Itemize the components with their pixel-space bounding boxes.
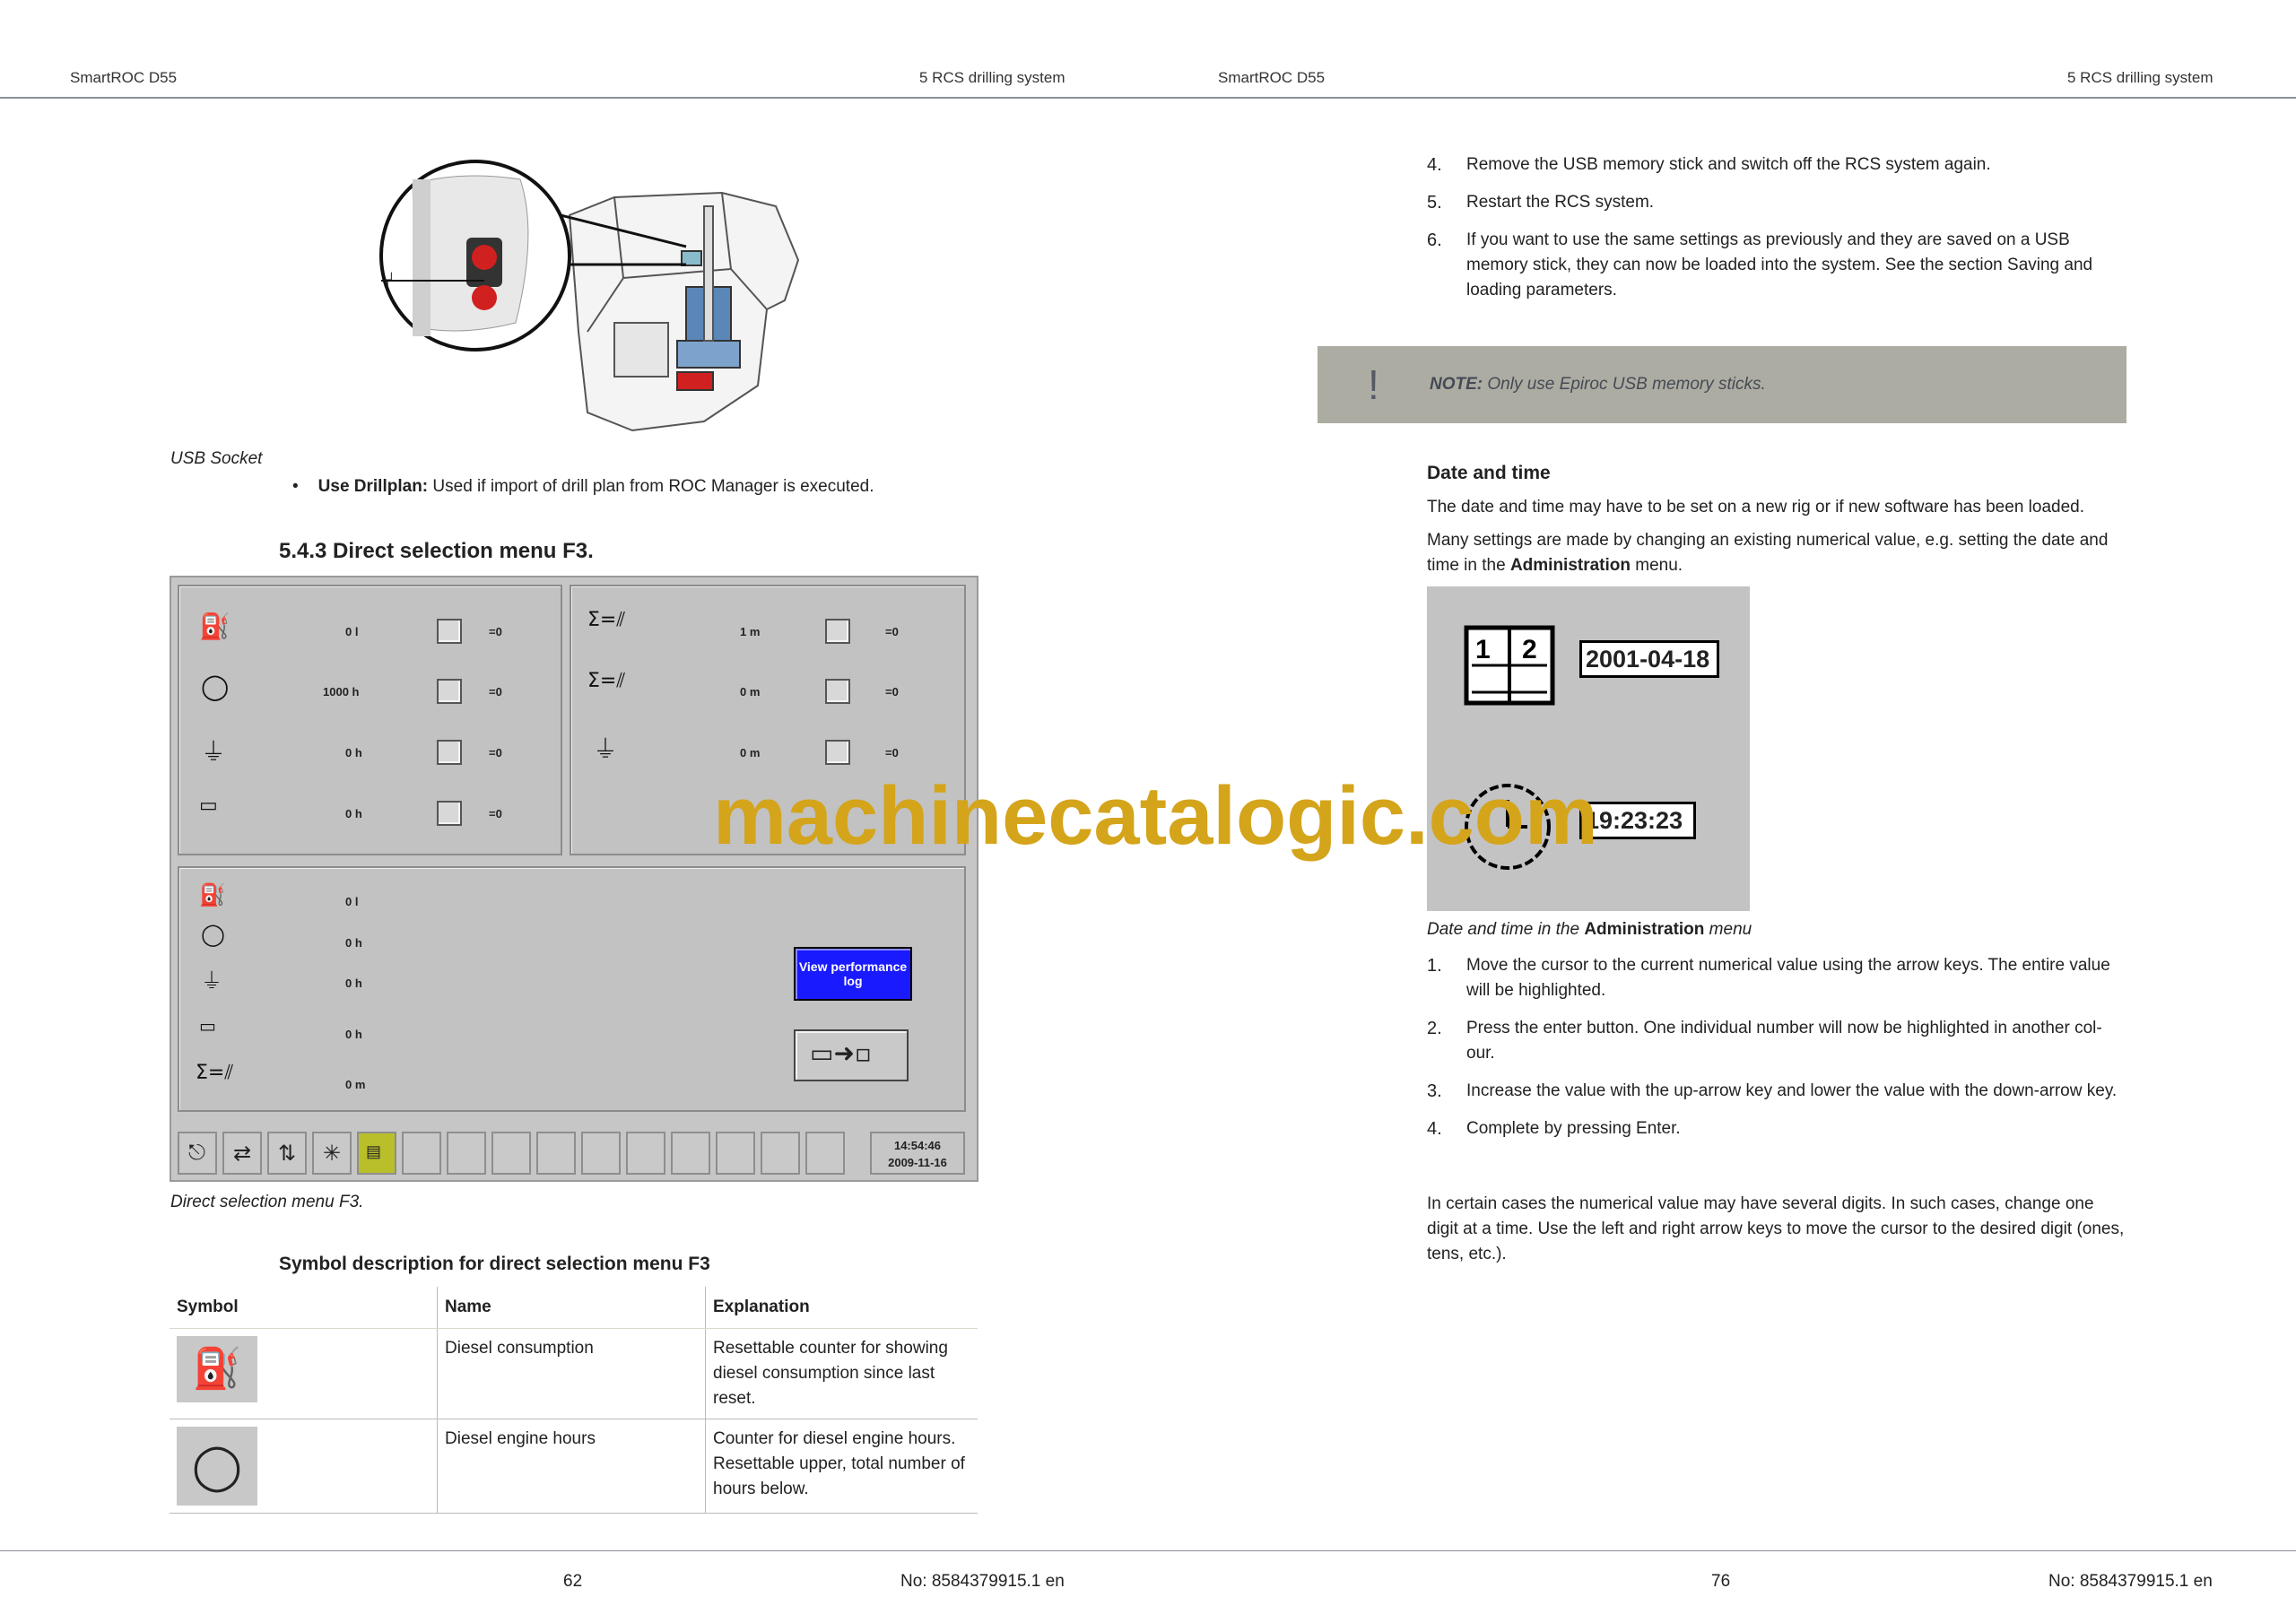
light-icon: ✳ xyxy=(323,1141,342,1166)
step-text: Complete by pressing Enter. xyxy=(1466,1119,1681,1138)
list-item xyxy=(1427,953,2126,1003)
clock-time: 14:54:46 xyxy=(893,1139,942,1152)
list-item xyxy=(1427,1116,2126,1141)
calendar-icon xyxy=(1463,622,1556,708)
usb-socket-illustration xyxy=(345,152,812,439)
reset-label: =0 xyxy=(489,625,502,638)
step-number: 6. xyxy=(1427,230,1442,250)
step-text: Press the enter button. One individual number will now be highlighted in another col-our. xyxy=(1466,1019,2102,1063)
step-text: Remove the USB memory stick and switch off the RCS system again. xyxy=(1466,155,1991,174)
header-rule xyxy=(0,97,2296,99)
bullet-text: Used if import of drill plan from ROC Manager is executed. xyxy=(428,477,874,496)
step-number: 4. xyxy=(1427,155,1442,175)
panel-resettable-counters xyxy=(178,585,562,855)
lock-icon: ⎋ xyxy=(188,1141,205,1165)
date-time-para1: The date and time may have to be set on a new rig or if new software has been loaded. xyxy=(1427,498,2084,516)
right-page-number: 76 xyxy=(1711,1572,1731,1591)
admin-date-field[interactable] xyxy=(1579,640,1719,678)
compressor-icon: ⏚ xyxy=(201,968,222,994)
reset-label: =0 xyxy=(885,746,899,759)
clock-date: 2009-11-16 xyxy=(888,1156,947,1169)
header-left-product: SmartROC D55 xyxy=(70,69,178,86)
right-doc-number: No: 8584379915.1 en xyxy=(2048,1572,2213,1591)
list-item xyxy=(1427,1079,2126,1104)
symbol-cell xyxy=(170,1329,438,1419)
reset-checkbox[interactable] xyxy=(437,801,462,826)
table-title: Symbol description for direct selection menu F3 xyxy=(279,1254,710,1274)
value-meters-total: 1 m xyxy=(740,625,761,638)
header-right-section: 5 RCS drilling system xyxy=(2067,69,2213,86)
caption-text-a: Date and time in the xyxy=(1427,920,1585,939)
reset-label: =0 xyxy=(885,625,899,638)
engine-icon: ◯ xyxy=(177,1427,257,1506)
reset-checkbox[interactable] xyxy=(437,740,462,765)
toolbar-empty-button[interactable] xyxy=(805,1132,845,1175)
view-performance-log-label: View performance log xyxy=(798,959,908,988)
caption-bold: Administration xyxy=(1584,920,1705,939)
reset-checkbox[interactable] xyxy=(825,619,850,644)
toolbar-clock xyxy=(870,1132,965,1175)
watermark: machinecatalogic.com xyxy=(713,770,1598,862)
total-track: 0 h xyxy=(345,1028,362,1041)
header-right-product: SmartROC D55 xyxy=(1218,69,1326,86)
step-number: 3. xyxy=(1427,1081,1442,1101)
name-cell: Diesel engine hours xyxy=(438,1419,706,1514)
list-item xyxy=(1427,1016,2126,1066)
note-text xyxy=(1430,375,1766,395)
panel-total-counters xyxy=(178,866,966,1112)
toolbar-light-button[interactable] xyxy=(312,1132,352,1175)
value-engine: 1000 h xyxy=(323,685,360,699)
name-cell: Diesel consumption xyxy=(438,1329,706,1419)
track-icon: ▭ xyxy=(199,1015,216,1037)
header-left-section: 5 RCS drilling system xyxy=(919,69,1065,86)
total-diesel: 0 l xyxy=(345,895,359,908)
total-meters: 0 m xyxy=(345,1078,366,1091)
toolbar-direct-selection-f2-button[interactable] xyxy=(267,1132,307,1175)
direct-selection-screen xyxy=(170,576,978,1182)
track-icon: ▭ xyxy=(199,794,218,817)
table-header-explanation: Explanation xyxy=(706,1287,978,1329)
admin-figure-caption xyxy=(1427,920,1752,940)
step-number: 4. xyxy=(1427,1119,1442,1139)
date-time-para2 xyxy=(1427,528,2135,578)
table-header-name: Name xyxy=(438,1287,706,1329)
table-header-symbol: Symbol xyxy=(170,1287,438,1329)
section-title: 5.4.3 Direct selection menu F3. xyxy=(279,539,594,563)
total-compressor: 0 h xyxy=(345,976,362,990)
date-time-title: Date and time xyxy=(1427,463,1551,483)
step-number: 2. xyxy=(1427,1019,1442,1038)
direct-selection-icon: ⇄ xyxy=(233,1141,252,1166)
table-row xyxy=(170,1419,978,1514)
svg-text:2: 2 xyxy=(1522,635,1537,664)
step-text: Move the cursor to the current numerical value using the arrow keys. The entire value will be highlighted. xyxy=(1466,956,2110,1000)
table-row xyxy=(170,1329,978,1419)
note-box xyxy=(1318,346,2126,423)
explanation-cell: Counter for diesel engine hours. Resettable upper, total number of hours below. xyxy=(706,1419,978,1514)
toolbar-empty-button[interactable] xyxy=(402,1132,441,1175)
bullet-dot: • xyxy=(292,477,299,496)
para2-text-b: menu. xyxy=(1631,556,1683,575)
toolbar-lock-button[interactable] xyxy=(178,1132,217,1175)
view-performance-log-button[interactable] xyxy=(794,947,912,1001)
toolbar-empty-button[interactable] xyxy=(626,1132,665,1175)
usb-caption: USB Socket xyxy=(170,449,263,468)
toolbar-empty-button[interactable] xyxy=(447,1132,486,1175)
symbol-table xyxy=(170,1287,978,1514)
diesel-pump-icon: ⛽ xyxy=(199,612,230,641)
step-text: Restart the RCS system. xyxy=(1466,193,1655,212)
step-text: Increase the value with the up-arrow key and lower the value with the down-arrow key. xyxy=(1466,1081,2118,1100)
reset-label: =0 xyxy=(885,685,899,699)
value-meters: 0 m xyxy=(740,685,761,699)
engine-icon: ◯ xyxy=(201,672,230,701)
reset-checkbox[interactable] xyxy=(437,619,462,644)
symbol-cell xyxy=(170,1419,438,1514)
list-item xyxy=(1427,228,2126,303)
step-number: 5. xyxy=(1427,193,1442,213)
note-label: NOTE: xyxy=(1430,375,1483,394)
para2-text-a: Many settings are made by changing an existing numerical value, e.g. setting the date and time in the xyxy=(1427,531,2109,575)
reset-checkbox[interactable] xyxy=(437,679,462,704)
toolbar-empty-button[interactable] xyxy=(581,1132,621,1175)
toolbar-empty-button[interactable] xyxy=(671,1132,710,1175)
value-compressor: 0 h xyxy=(345,746,362,759)
toolbar-empty-button[interactable] xyxy=(716,1132,755,1175)
use-drillplan-bullet xyxy=(292,474,874,499)
footer-rule xyxy=(0,1550,2296,1551)
engine-icon: ◯ xyxy=(201,922,225,947)
toolbar-counters-button[interactable] xyxy=(357,1132,396,1175)
svg-text:1: 1 xyxy=(1475,635,1491,664)
steps-bottom-list xyxy=(1427,953,2126,1154)
date-time-para3: In certain cases the numerical value may have several digits. In such cases, change one digit at a time. Use the left and right arrow keys to move the cursor to the desired digit (ones, tens, etc.). xyxy=(1427,1194,2125,1263)
note-exclamation-icon: ! xyxy=(1368,361,1379,408)
toolbar-direct-selection-f1-button[interactable] xyxy=(222,1132,262,1175)
drill-meters-sum-icon: Σ=⫽ xyxy=(196,1062,234,1084)
left-page-number: 62 xyxy=(563,1572,583,1591)
drill-meters-icon: Σ=⫽ xyxy=(587,670,626,692)
bullet-bold: Use Drillplan: xyxy=(317,477,429,496)
counter-icon: ▤ xyxy=(366,1142,382,1160)
compressor-icon: ⏚ xyxy=(201,737,227,767)
drill-meters-sum-icon: Σ=⫽ xyxy=(587,609,626,631)
para2-bold: Administration xyxy=(1509,556,1631,575)
steps-top-list xyxy=(1427,152,2126,316)
toolbar-empty-button[interactable] xyxy=(491,1132,531,1175)
value-track: 0 h xyxy=(345,807,362,820)
note-body: Only use Epiroc USB memory sticks. xyxy=(1483,375,1766,394)
screen-caption: Direct selection menu F3. xyxy=(170,1193,364,1211)
export-to-usb-button[interactable] xyxy=(794,1029,909,1081)
list-item xyxy=(1427,152,2126,178)
toolbar xyxy=(178,1132,967,1176)
reset-label: =0 xyxy=(489,807,502,820)
caption-text-b: menu xyxy=(1704,920,1752,939)
dust-collector-icon: ⏚ xyxy=(593,734,619,764)
reset-label: =0 xyxy=(489,685,502,699)
reset-checkbox[interactable] xyxy=(825,679,850,704)
svg-text:⑂: ⑂ xyxy=(381,267,395,292)
reset-checkbox[interactable] xyxy=(825,740,850,765)
toolbar-empty-button[interactable] xyxy=(536,1132,576,1175)
admin-time-value: 19:23:23 xyxy=(1586,807,1683,834)
reset-label: =0 xyxy=(489,746,502,759)
left-doc-number: No: 8584379915.1 en xyxy=(900,1572,1065,1591)
total-engine: 0 h xyxy=(345,936,362,950)
toolbar-empty-button[interactable] xyxy=(761,1132,800,1175)
direct-selection-icon: ⇅ xyxy=(278,1141,297,1166)
admin-date-value: 2001-04-18 xyxy=(1586,646,1710,673)
step-text: If you want to use the same settings as previously and they are saved on a USB memory stick, they can now be loaded into the system. See the section Saving and loading parameters. xyxy=(1466,230,2093,299)
value-diesel: 0 l xyxy=(345,625,359,638)
step-number: 1. xyxy=(1427,956,1442,976)
monitor-export-icon: ▭➜▫ xyxy=(810,1038,872,1068)
explanation-cell: Resettable counter for showing diesel consumption since last reset. xyxy=(706,1329,978,1419)
list-item xyxy=(1427,190,2126,215)
value-dust: 0 m xyxy=(740,746,761,759)
diesel-pump-icon: ⛽ xyxy=(199,882,226,907)
diesel-pump-icon: ⛽ xyxy=(177,1336,257,1402)
